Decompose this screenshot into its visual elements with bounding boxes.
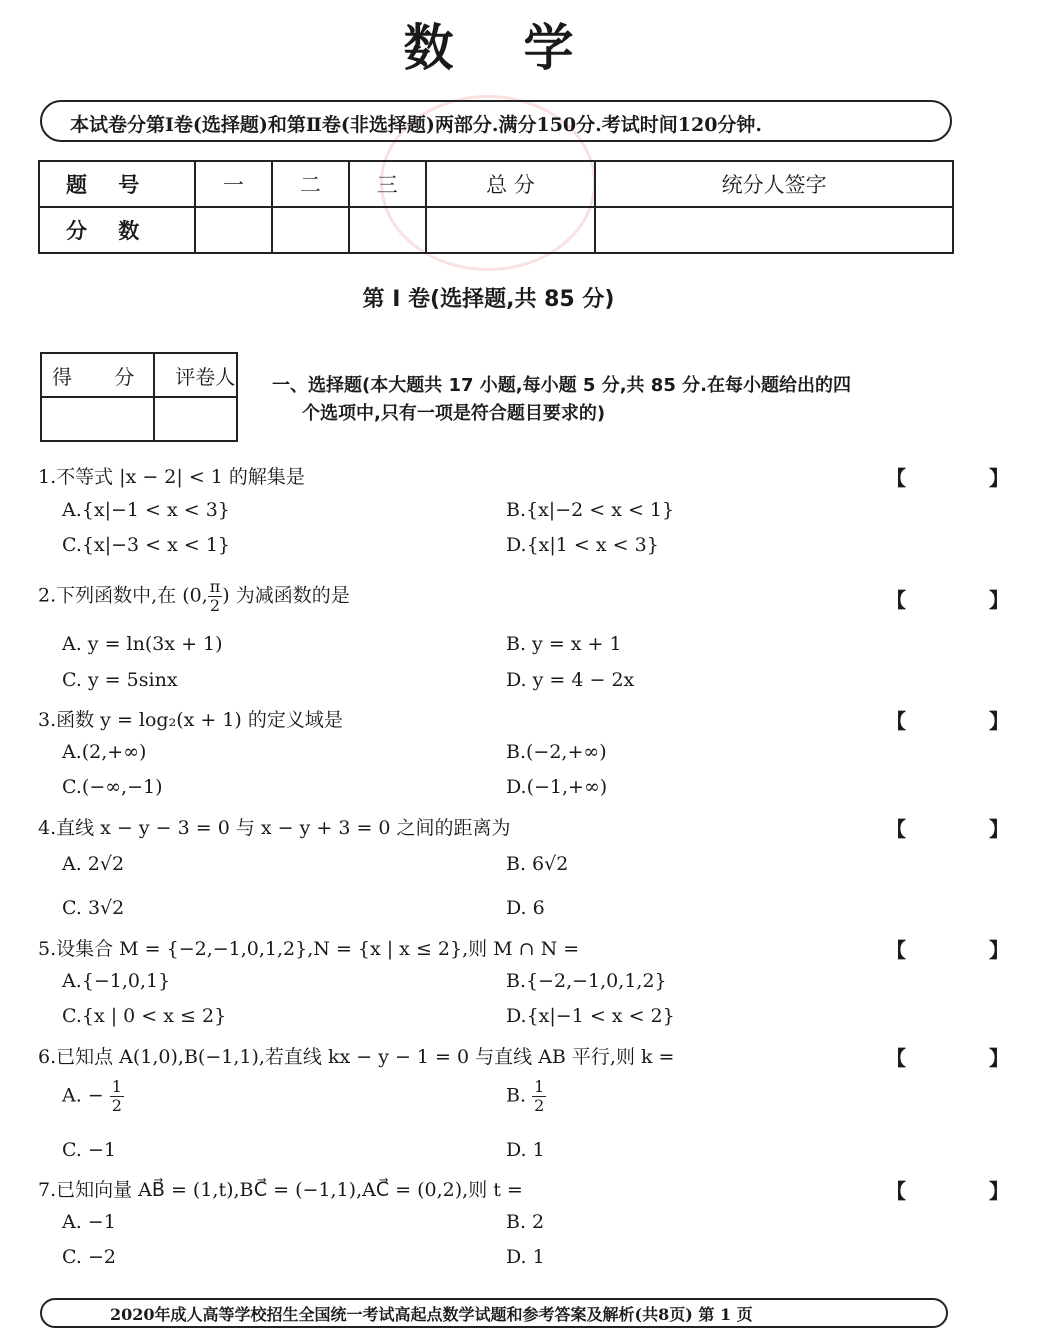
section-heading-line2: 个选项中,只有一项是符合题目要求的): [302, 403, 606, 424]
page-title: 数学: [403, 18, 644, 77]
question-6-option-d: D. 1: [506, 1139, 545, 1161]
option-b-label: B.: [506, 1084, 527, 1107]
question-3-option-d: D.(−1,+∞): [506, 776, 608, 798]
question-4-option-a: A. 2√2: [62, 853, 125, 875]
question-4-option-d: D. 6: [506, 897, 545, 919]
fraction-denominator: 2: [111, 1096, 122, 1115]
fraction-numerator: 1: [534, 1077, 545, 1096]
question-2-interval-open: (0,: [182, 584, 208, 607]
question-6-option-a: [62, 1078, 124, 1115]
answer-bracket: 【 】: [886, 466, 1047, 490]
fraction-denominator: 2: [209, 596, 221, 615]
fraction-numerator: 1: [111, 1077, 122, 1096]
question-7-stem: 7.已知向量 AB⃗ = (1,t),BC⃗ = (−1,1),AC⃗ = (0,2),则 t =: [38, 1179, 523, 1201]
question-7-option-b: B. 2: [506, 1211, 545, 1233]
question-4-option-c: C. 3√2: [62, 897, 125, 919]
footer-text: 2020年成人高等学校招生全国统一考试高起点数学试题和参考答案及解析(共8页) 第 1 页: [110, 1305, 753, 1324]
score-header-cell: 统分人签字: [595, 161, 953, 207]
question-5-option-a: A.{−1,0,1}: [62, 970, 171, 992]
question-1-stem: 1.不等式 |x − 2| < 1 的解集是: [38, 466, 305, 488]
score-header-cell: 一: [195, 161, 272, 207]
question-5-stem: 5.设集合 M = {−2,−1,0,1,2},N = {x | x ≤ 2},则 M ∩ N =: [38, 938, 580, 960]
question-2-stem-pre: 2.下列函数中,在: [38, 584, 177, 607]
answer-bracket: 【 】: [886, 817, 1047, 841]
score-table-score-row: [39, 207, 953, 253]
question-2-option-a: A. y = ln(3x + 1): [62, 633, 223, 655]
question-5-option-b: B.{−2,−1,0,1,2}: [506, 970, 667, 992]
question-3-option-b: B.(−2,+∞): [506, 741, 607, 763]
answer-bracket: 【 】: [886, 588, 1047, 612]
option-a-fraction: [110, 1078, 124, 1115]
score-table-header-row: [39, 161, 953, 207]
score-header-cell: 题 号: [39, 161, 195, 207]
score-header-cell: 三: [349, 161, 426, 207]
question-6-option-c: C. −1: [62, 1139, 116, 1161]
question-3-option-c: C.(−∞,−1): [62, 776, 163, 798]
section-heading: [272, 372, 962, 428]
question-4-stem: 4.直线 x − y − 3 = 0 与 x − y + 3 = 0 之间的距离为: [38, 817, 511, 839]
pi-over-two-fraction: [208, 578, 223, 615]
score-entry-cell: [349, 207, 426, 253]
question-5-option-c: C.{x | 0 < x ≤ 2}: [62, 1005, 227, 1027]
score-entry-cell: [272, 207, 349, 253]
answer-bracket: 【 】: [886, 938, 1047, 962]
question-2-interval-close: ): [222, 584, 230, 607]
question-3-stem: 3.函数 y = log₂(x + 1) 的定义域是: [38, 709, 343, 731]
score-entry-cell: [195, 207, 272, 253]
score-row-label: 分 数: [39, 207, 195, 253]
option-b-fraction: [532, 1078, 546, 1115]
instructions-text: 本试卷分第Ⅰ卷(选择题)和第Ⅱ卷(非选择题)两部分.满分150分.考试时间120分钟.: [70, 114, 763, 136]
question-1-option-d: D.{x|1 < x < 3}: [506, 534, 659, 556]
score-header-cell: 二: [272, 161, 349, 207]
question-2-option-c: C. y = 5sinx: [62, 669, 178, 691]
question-2-stem-post: 为减函数的是: [235, 584, 350, 607]
grader-box: [40, 352, 238, 442]
section-heading-line1: 一、选择题(本大题共 17 小题,每小题 5 分,共 85 分.在每小题给出的四: [272, 375, 851, 396]
grader-score-label: 得 分: [41, 353, 154, 397]
grader-name-label: 评卷人: [154, 353, 237, 397]
question-5-option-d: D.{x|−1 < x < 2}: [506, 1005, 675, 1027]
question-1-option-a: A.{x|−1 < x < 3}: [62, 499, 230, 521]
answer-bracket: 【 】: [886, 709, 1047, 733]
question-6-option-b: [506, 1078, 546, 1115]
question-2-option-b: B. y = x + 1: [506, 633, 622, 655]
question-6-stem: 6.已知点 A(1,0),B(−1,1),若直线 kx − y − 1 = 0 与直线 AB 平行,则 k =: [38, 1046, 675, 1068]
score-header-cell: 总 分: [426, 161, 595, 207]
score-entry-cell: [595, 207, 953, 253]
question-7-option-a: A. −1: [62, 1211, 116, 1233]
answer-bracket: 【 】: [886, 1179, 1047, 1203]
answer-bracket: 【 】: [886, 1046, 1047, 1070]
option-a-label: A. −: [62, 1084, 104, 1107]
question-2-stem: [38, 578, 350, 615]
grader-score-cell: [41, 397, 154, 441]
question-4-option-b: B. 6√2: [506, 853, 569, 875]
question-7-option-c: C. −2: [62, 1246, 116, 1268]
fraction-denominator: 2: [534, 1096, 545, 1115]
part-title: 第 Ⅰ 卷(选择题,共 85 分): [362, 287, 615, 312]
fraction-numerator: π: [209, 577, 221, 596]
question-7-option-d: D. 1: [506, 1246, 545, 1268]
grader-name-cell: [154, 397, 237, 441]
question-1-option-b: B.{x|−2 < x < 1}: [506, 499, 675, 521]
question-3-option-a: A.(2,+∞): [62, 741, 147, 763]
score-table: [38, 160, 954, 254]
question-1-option-c: C.{x|−3 < x < 1}: [62, 534, 231, 556]
question-2-option-d: D. y = 4 − 2x: [506, 669, 635, 691]
score-entry-cell: [426, 207, 595, 253]
